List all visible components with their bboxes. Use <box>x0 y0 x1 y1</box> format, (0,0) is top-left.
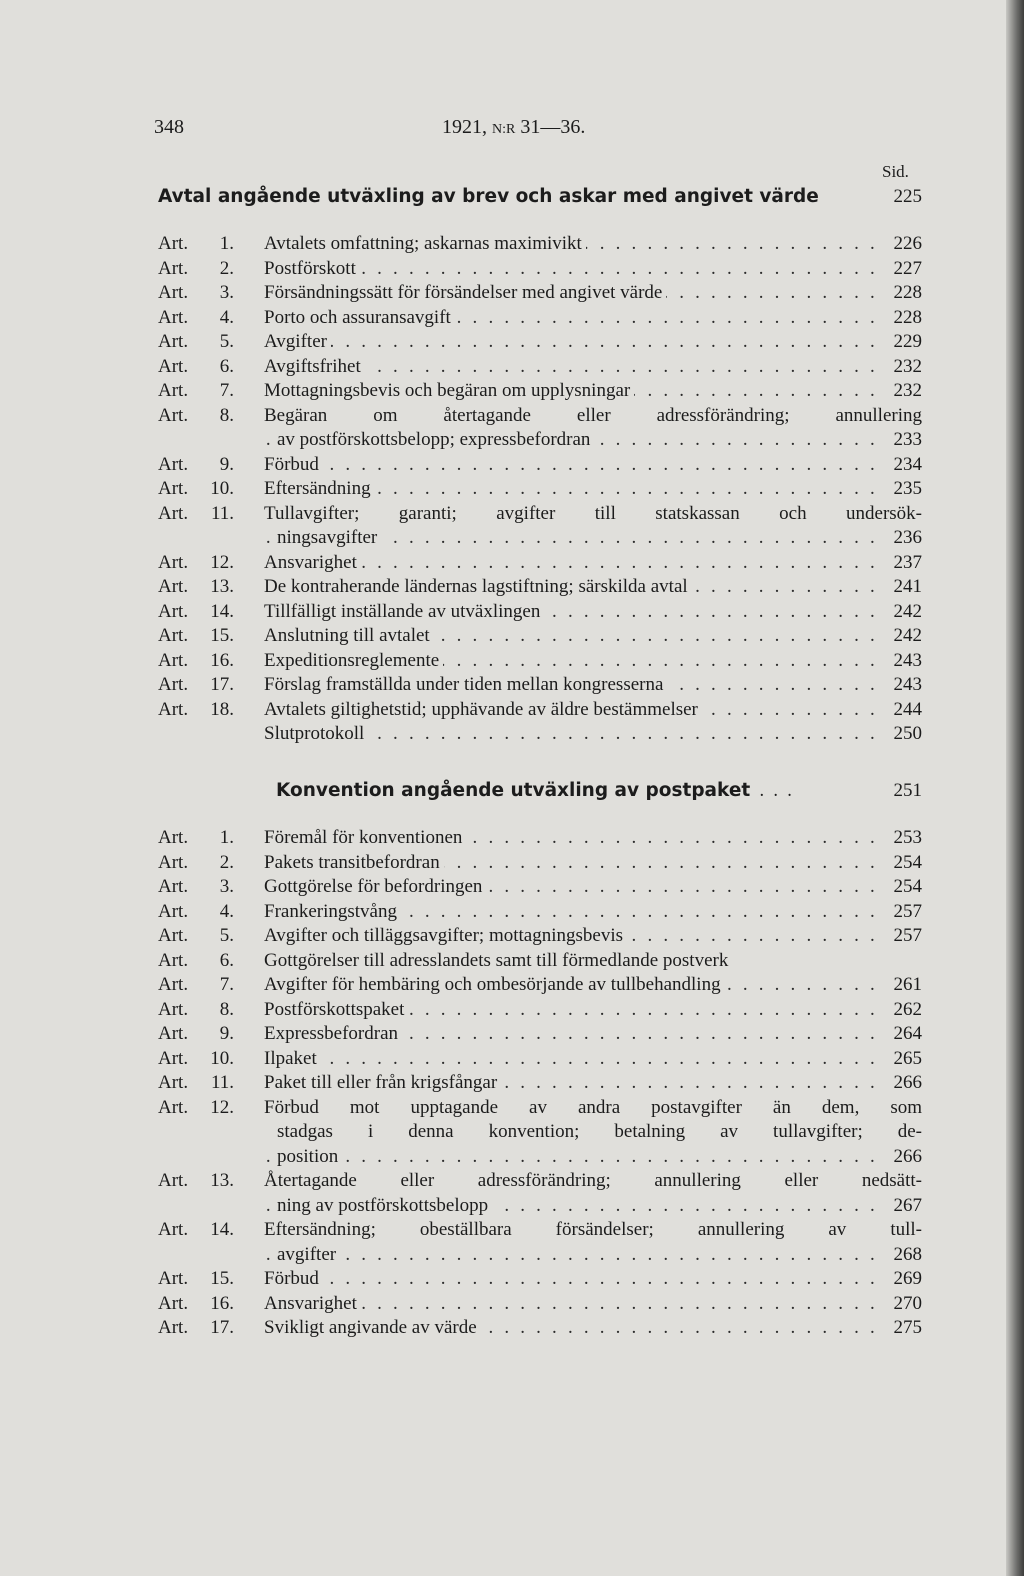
article-label: Art. <box>158 1023 189 1044</box>
entry-body <box>264 232 922 257</box>
article-label: Art. <box>158 331 189 352</box>
entry-body <box>264 281 922 306</box>
entry-line <box>264 998 922 1023</box>
entry-line <box>264 949 922 974</box>
article-label: Art. <box>158 551 189 573</box>
article-label: Art. <box>158 257 189 279</box>
entry-title: Tullavgifter; garanti; avgifter till statskassan och undersök- <box>264 502 922 524</box>
article-number: 12. <box>210 551 234 573</box>
toc-entry <box>158 257 922 282</box>
article-label: Art. <box>158 233 189 254</box>
entry-line <box>264 355 922 380</box>
article-number: 7. <box>219 974 234 995</box>
page-ref: 268 <box>889 1243 923 1268</box>
article-label: Art. <box>158 1072 189 1093</box>
article-number: 11. <box>210 502 234 524</box>
entry-line <box>264 281 922 306</box>
article-number: 6. <box>219 949 234 971</box>
entry-body <box>264 575 922 600</box>
entry-title: Pakets transitbefordran <box>264 852 444 873</box>
entry-body <box>264 673 922 698</box>
article-label: Art. <box>158 404 189 426</box>
article-number: 6. <box>219 355 234 377</box>
article-number: 15. <box>210 625 234 646</box>
entry-line <box>264 1047 922 1072</box>
entry-body <box>264 875 922 900</box>
running-header <box>0 116 1006 146</box>
entry-body <box>264 453 922 478</box>
leader-dots <box>264 453 878 478</box>
entry-title: Slutprotokoll <box>264 723 368 744</box>
article-number: 2. <box>219 851 234 873</box>
entry-body <box>264 1022 922 1047</box>
article-label: Art. <box>158 1096 189 1118</box>
entry-title: Begäran om återtagande eller adressförändring; annullering <box>264 404 922 426</box>
entry-line <box>264 1243 922 1268</box>
article-number: 1. <box>219 233 234 254</box>
article-label: Art. <box>158 827 189 848</box>
entry-body <box>264 900 922 925</box>
entry-body <box>264 851 922 876</box>
entry-body <box>264 355 922 380</box>
section-heading <box>158 186 922 214</box>
leader-dots <box>264 1267 878 1292</box>
article-label: Art. <box>158 600 189 622</box>
page-ref: 227 <box>889 257 923 282</box>
entry-title: Förbud <box>264 454 323 475</box>
article-label: Art. <box>158 453 189 475</box>
entry-title: Expeditionsreglemente <box>264 650 443 671</box>
entry-title: Gottgörelser till adresslandets samt till förmedlande postverk <box>264 950 732 971</box>
article-number: 9. <box>219 453 234 475</box>
issue-range: 31—36. <box>520 116 586 138</box>
page-ref: 233 <box>889 428 923 453</box>
entry-body <box>264 600 922 625</box>
article-number: 4. <box>219 900 234 922</box>
entry-line <box>264 1145 922 1170</box>
page-ref: 237 <box>889 551 923 576</box>
article-number: 5. <box>219 925 234 946</box>
entry-title: Expressbefordran <box>264 1023 402 1044</box>
toc-entry <box>158 1071 922 1096</box>
article-label: Art. <box>158 1268 189 1289</box>
article-number: 10. <box>210 1047 234 1069</box>
leader-dots <box>264 330 878 355</box>
page-ref: 235 <box>889 477 923 502</box>
article-number: 16. <box>210 649 234 671</box>
page-ref: 265 <box>889 1047 923 1072</box>
page-ref: 232 <box>889 379 923 404</box>
toc-entry <box>158 826 922 851</box>
entry-body <box>264 1292 922 1317</box>
toc-entry <box>158 722 922 747</box>
page-ref: 275 <box>889 1316 923 1341</box>
entry-title: Mottagningsbevis och begäran om upplysningar <box>264 380 634 401</box>
toc-entry <box>158 851 922 876</box>
toc-entry <box>158 1218 922 1267</box>
page-ref: 243 <box>889 673 923 698</box>
toc-entry <box>158 1022 922 1047</box>
toc-entry <box>158 1169 922 1218</box>
article-label: Art. <box>158 876 189 897</box>
section-title: Konvention angående utväxling av postpaket <box>276 780 751 801</box>
entry-title: Ansvarighet <box>264 552 361 573</box>
entry-line <box>264 698 922 723</box>
entry-title: Föremål för konventionen <box>264 827 466 848</box>
toc-entry <box>158 330 922 355</box>
article-label: Art. <box>158 998 189 1020</box>
entry-line <box>264 1022 922 1047</box>
toc-entry <box>158 673 922 698</box>
page-ref: 266 <box>889 1145 923 1170</box>
entry-title: Svikligt angivande av värde <box>264 1317 481 1338</box>
page-ref: 228 <box>889 306 923 331</box>
entry-title: Anslutning till avtalet <box>264 625 434 646</box>
entry-body <box>264 698 922 723</box>
entry-line <box>264 257 922 282</box>
entry-title: Avtalets giltighetstid; upphävande av äldre bestämmelser <box>264 699 702 720</box>
article-number: 14. <box>210 1219 234 1240</box>
toc-entry <box>158 1292 922 1317</box>
entry-title: Ansvarighet <box>264 1293 361 1314</box>
leader-dots <box>264 1145 878 1170</box>
page-ref: 229 <box>889 330 923 355</box>
article-number: 13. <box>210 576 234 597</box>
entry-title: Förslag framställda under tiden mellan kongresserna <box>264 674 667 695</box>
entry-title: position <box>277 1146 342 1167</box>
article-number: 3. <box>219 282 234 303</box>
article-label: Art. <box>158 925 189 946</box>
entry-body <box>264 502 922 551</box>
toc-entry <box>158 949 922 974</box>
page-ref: 244 <box>889 698 923 723</box>
article-number: 17. <box>210 674 234 695</box>
toc-entry <box>158 698 922 723</box>
toc-entry <box>158 404 922 453</box>
article-label: Art. <box>158 306 189 328</box>
entry-line <box>264 600 922 625</box>
entry-line <box>264 826 922 851</box>
entry-body <box>264 1316 922 1341</box>
page-ref: 270 <box>889 1292 923 1317</box>
entry-body <box>264 1267 922 1292</box>
section-page: 251 <box>893 780 922 801</box>
entry-title: Avgifter och tilläggsavgifter; mottagningsbevis <box>264 925 627 946</box>
entry-title: Avtalets omfattning; askarnas maximivikt <box>264 233 586 254</box>
entry-title: Förbud mot upptagande av andra postavgifter än dem, som <box>264 1096 922 1118</box>
entry-title: Postförskott <box>264 258 360 279</box>
page-ref: 234 <box>889 453 923 478</box>
entry-line <box>264 453 922 478</box>
entry-title: Eftersändning <box>264 478 375 499</box>
entry-line <box>264 673 922 698</box>
entry-line <box>264 1218 922 1243</box>
entry-title: Avgiftsfrihet <box>264 356 365 377</box>
toc-entry <box>158 575 922 600</box>
entry-title: ning av postförskottsbelopp <box>277 1195 492 1216</box>
entry-body <box>264 477 922 502</box>
toc-entry <box>158 379 922 404</box>
article-number: 8. <box>219 998 234 1020</box>
page-ref: 257 <box>889 924 923 949</box>
entry-line <box>264 232 922 257</box>
page-ref: 226 <box>889 232 923 257</box>
entry-title: Ilpaket <box>264 1048 321 1069</box>
article-label: Art. <box>158 974 189 995</box>
article-number: 9. <box>219 1023 234 1044</box>
entry-body <box>264 330 922 355</box>
article-number: 15. <box>210 1268 234 1289</box>
page-ref: 266 <box>889 1071 923 1096</box>
entry-body <box>264 949 922 974</box>
entry-body <box>264 404 922 453</box>
entry-line <box>264 306 922 331</box>
article-label: Art. <box>158 698 189 720</box>
section-page: 225 <box>893 186 922 207</box>
article-label: Art. <box>158 674 189 695</box>
entry-line <box>264 575 922 600</box>
page-ref: 236 <box>889 526 923 551</box>
article-label: Art. <box>158 949 189 971</box>
entry-line <box>264 379 922 404</box>
article-label: Art. <box>158 851 189 873</box>
article-label: Art. <box>158 576 189 597</box>
page-ref: 261 <box>889 973 923 998</box>
entry-title: Tillfälligt inställande av utväxlingen <box>264 601 544 622</box>
entry-line <box>264 1096 922 1121</box>
entry-line <box>264 624 922 649</box>
entry-title: Frankeringstvång <box>264 901 401 922</box>
page-ref: 254 <box>889 875 923 900</box>
article-number: 14. <box>210 600 234 622</box>
entry-body <box>264 826 922 851</box>
section-heading <box>276 780 922 808</box>
entry-body <box>264 1096 922 1170</box>
toc-entry <box>158 1267 922 1292</box>
entry-body <box>264 257 922 282</box>
entry-title: Återtagande eller adressförändring; annullering eller nedsätt- <box>264 1170 922 1191</box>
entry-title: Postförskottspaket <box>264 999 408 1020</box>
entry-line <box>264 1316 922 1341</box>
entry-body <box>264 551 922 576</box>
entry-body <box>264 998 922 1023</box>
toc-entry <box>158 551 922 576</box>
entry-line <box>264 1194 922 1219</box>
page-ref: 242 <box>889 600 923 625</box>
entry-line <box>264 330 922 355</box>
page-ref: 264 <box>889 1022 923 1047</box>
toc-entry <box>158 281 922 306</box>
entry-title: avgifter <box>277 1244 340 1265</box>
article-label: Art. <box>158 1170 189 1191</box>
toc-entry <box>158 1047 922 1072</box>
entry-body <box>264 624 922 649</box>
book-spine-edge <box>1006 0 1024 1576</box>
entry-line <box>264 722 922 747</box>
page-ref: 242 <box>889 624 923 649</box>
entry-title: De kontraherande ländernas lagstiftning; särskilda avtal <box>264 576 692 597</box>
toc-entry <box>158 453 922 478</box>
page-ref: 267 <box>889 1194 923 1219</box>
entry-body <box>264 1218 922 1267</box>
entry-line <box>264 851 922 876</box>
entry-line <box>264 526 922 551</box>
entry-body <box>264 973 922 998</box>
entry-body <box>264 722 922 747</box>
page-ref: 232 <box>889 355 923 380</box>
entry-body <box>264 306 922 331</box>
page-ref: 250 <box>889 722 923 747</box>
article-number: 2. <box>219 257 234 279</box>
toc-entry <box>158 924 922 949</box>
article-number: 10. <box>210 478 234 499</box>
issue-no: N:R <box>492 122 516 137</box>
entry-title: Porto och assuransavgift <box>264 307 455 328</box>
entry-title: Gottgörelse för befordringen <box>264 876 486 897</box>
article-number: 12. <box>210 1096 234 1118</box>
article-label: Art. <box>158 282 189 303</box>
page-number: 348 <box>154 116 184 138</box>
entry-line <box>264 900 922 925</box>
toc-entry <box>158 1096 922 1170</box>
entry-line <box>264 1120 922 1145</box>
entry-line <box>264 404 922 429</box>
article-label: Art. <box>158 380 189 401</box>
article-number: 5. <box>219 331 234 352</box>
entry-line <box>264 973 922 998</box>
article-label: Art. <box>158 900 189 922</box>
page-ref: 269 <box>889 1267 923 1292</box>
entry-line <box>264 428 922 453</box>
toc-entry <box>158 1316 922 1341</box>
entry-title: ningsavgifter <box>277 527 381 548</box>
article-number: 16. <box>210 1292 234 1314</box>
entry-line <box>264 551 922 576</box>
entry-line <box>264 1071 922 1096</box>
article-label: Art. <box>158 502 189 524</box>
issue-year: 1921, <box>442 116 487 138</box>
page-ref: 262 <box>889 998 923 1023</box>
page-ref: 228 <box>889 281 923 306</box>
page-ref: 253 <box>889 826 923 851</box>
article-label: Art. <box>158 478 189 499</box>
toc-entry <box>158 306 922 331</box>
toc-entry <box>158 477 922 502</box>
leader-dots <box>264 1243 878 1268</box>
article-number: 1. <box>219 827 234 848</box>
entry-title: stadgas i denna konvention; betalning av tullavgifter; de- <box>277 1121 922 1142</box>
article-number: 3. <box>219 876 234 897</box>
toc-entry <box>158 502 922 551</box>
entry-body <box>264 924 922 949</box>
entry-body <box>264 1047 922 1072</box>
entry-title: Avgifter för hembäring och ombesörjande av tullbehandling <box>264 974 725 995</box>
leader-dots <box>264 1047 878 1072</box>
entry-body <box>264 1071 922 1096</box>
sid-label: Sid. <box>882 162 909 181</box>
toc-entry <box>158 973 922 998</box>
section-title: Avtal angående utväxling av brev och askar med angivet värde <box>158 186 819 207</box>
entry-title: Avgifter <box>264 331 331 352</box>
entry-line <box>264 1267 922 1292</box>
article-label: Art. <box>158 1219 189 1240</box>
toc-entry <box>158 649 922 674</box>
entry-line <box>264 1292 922 1317</box>
article-label: Art. <box>158 355 189 377</box>
article-number: 18. <box>210 698 234 720</box>
entry-title: Eftersändning; obeställbara försändelser; annullering av tull- <box>264 1219 922 1240</box>
entry-body <box>264 649 922 674</box>
entry-line <box>264 1169 922 1194</box>
article-label: Art. <box>158 649 189 671</box>
page-ref: 257 <box>889 900 923 925</box>
article-number: 8. <box>219 404 234 426</box>
article-number: 17. <box>210 1317 234 1338</box>
toc-entry <box>158 600 922 625</box>
issue-label <box>442 116 585 139</box>
article-label: Art. <box>158 625 189 646</box>
entry-title: av postförskottsbelopp; expressbefordran <box>277 429 594 450</box>
toc-entry <box>158 232 922 257</box>
article-number: 11. <box>210 1072 234 1093</box>
toc-entry <box>158 875 922 900</box>
article-number: 13. <box>210 1170 234 1191</box>
toc-entry <box>158 998 922 1023</box>
entry-line <box>264 477 922 502</box>
entry-title: Paket till eller från krigsfångar <box>264 1072 501 1093</box>
article-number: 4. <box>219 306 234 328</box>
toc-entry <box>158 900 922 925</box>
article-label: Art. <box>158 1047 189 1069</box>
entry-title: Försändningssätt för försändelser med angivet värde <box>264 282 666 303</box>
page-ref: 241 <box>889 575 923 600</box>
entry-line <box>264 875 922 900</box>
article-number: 7. <box>219 380 234 401</box>
article-label: Art. <box>158 1317 189 1338</box>
article-label: Art. <box>158 1292 189 1314</box>
entry-title: Förbud <box>264 1268 323 1289</box>
entry-body <box>264 1169 922 1218</box>
page-ref: 243 <box>889 649 923 674</box>
entry-line <box>264 502 922 527</box>
entry-body <box>264 379 922 404</box>
entry-line <box>264 649 922 674</box>
toc-entry <box>158 624 922 649</box>
leader-dots: . . . <box>750 781 792 801</box>
entry-line <box>264 924 922 949</box>
toc-entry <box>158 355 922 380</box>
page-ref: 254 <box>889 851 923 876</box>
